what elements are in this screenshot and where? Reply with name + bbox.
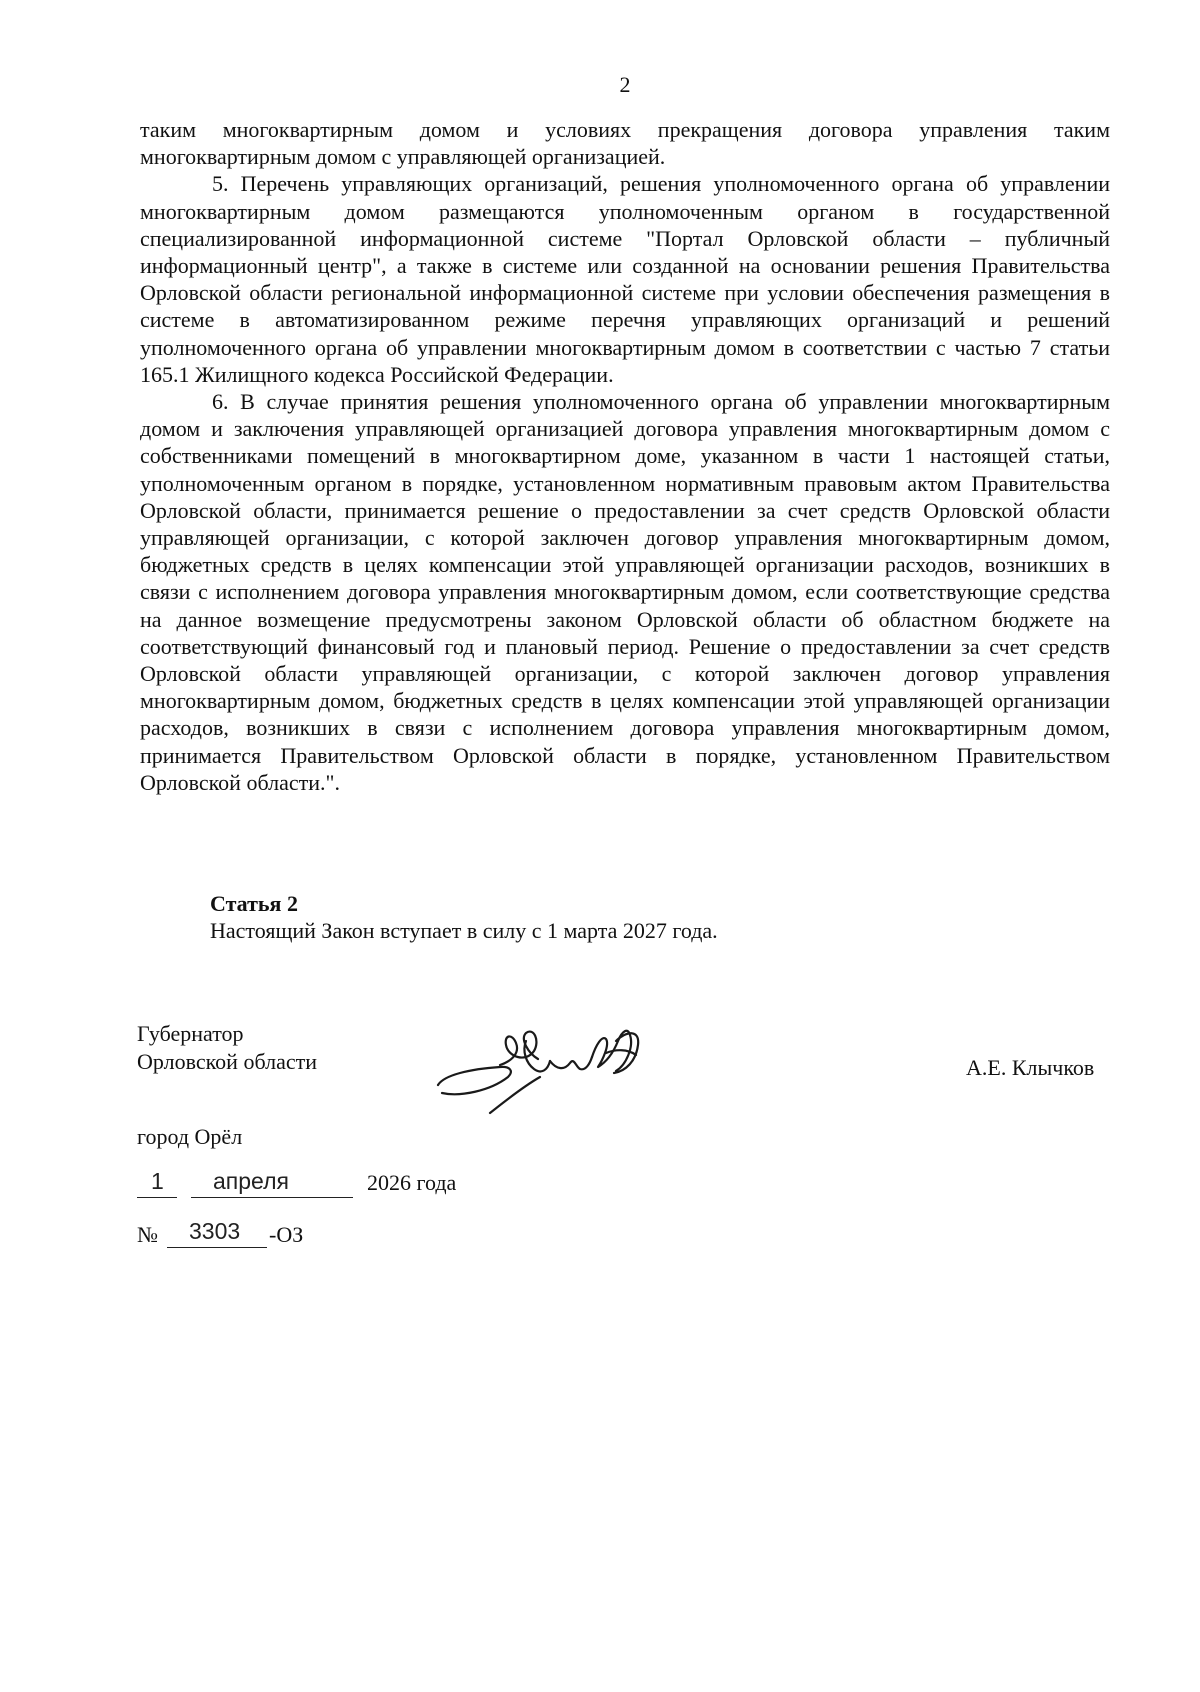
number-sign: №: [137, 1222, 158, 1247]
paragraph-6: 6. В случае принятия решения уполномоченного органа об управлении многоквартирным домом и заключения управляющей организацией договора управления многоквартирным домом с собственниками помещений в многоквартирном доме, указанном в части 1 настоящей статьи, уполномоченным органом в порядке, установленном нормативным правовым актом Правительства Орловской области, принимается решение о предоставлении за счет средств Орловской области управляющей организации, с которой заключен договор управления многоквартирным домом, бюджетных средств в целях компенсации этой управляющей организации расходов, возникших в связи с исполнением договора управления многоквартирным домом, если соответствующие средства на данное возмещение предусмотрены законом Орловской области об областном бюджете на соответствующий финансовый год и плановый период. Решение о предоставлении за счет средств Орловской области управляющей организации, с которой заключен договор управления многоквартирным домом, бюджетных средств в целях компенсации этой управляющей организации расходов, возникших в связи с исполнением договора управления многоквартирным домом, принимается Правительством Орловской области в порядке, установленном Правительством Орловской области.".: [140, 389, 1110, 795]
article-2-text: Настоящий Закон вступает в силу с 1 марта 2027 года.: [210, 918, 718, 943]
city: город Орёл: [137, 1124, 243, 1149]
article-2-heading: Статья 2: [210, 891, 298, 916]
date-day: 1: [151, 1168, 164, 1194]
governor-title: [137, 1020, 317, 1076]
date-month-underline: [191, 1197, 353, 1198]
date-line: [137, 1170, 537, 1204]
article-2: [210, 890, 1110, 944]
law-number-suffix: -ОЗ: [269, 1222, 304, 1247]
law-number-underline: [167, 1247, 267, 1248]
governor-title-line2: Орловской области: [137, 1049, 317, 1074]
page-number: 2: [619, 72, 631, 97]
law-number-line: [137, 1218, 437, 1256]
signature-image: [430, 1005, 670, 1115]
law-number: 3303: [189, 1218, 241, 1244]
paragraph-continuation: таким многоквартирным домом и условиях прекращения договора управления таким многоквартирным домом с управляющей организацией.: [140, 117, 1110, 170]
date-month: апреля: [213, 1168, 289, 1194]
governor-title-line1: Губернатор: [137, 1021, 244, 1046]
paragraph-5: 5. Перечень управляющих организаций, решения уполномоченного органа об управлении многоквартирным домом размещаются уполномоченным органом в государственной специализированной информационной системе "Портал Орловской области – публичный информационный центр", а также в системе или созданной на основании решения Правительства Орловской области региональной информационной системе при условии обеспечения размещения в системе в автоматизированном режиме перечня управляющих организаций и решений уполномоченного органа об управлении многоквартирным домом в соответствии с частью 7 статьи 165.1 Жилищного кодекса Российской Федерации.: [140, 171, 1110, 387]
law-body-text: [140, 116, 1110, 796]
date-day-underline: [137, 1197, 177, 1198]
date-year: 2026 года: [367, 1170, 457, 1195]
governor-name: А.Е. Клычков: [966, 1055, 1095, 1080]
